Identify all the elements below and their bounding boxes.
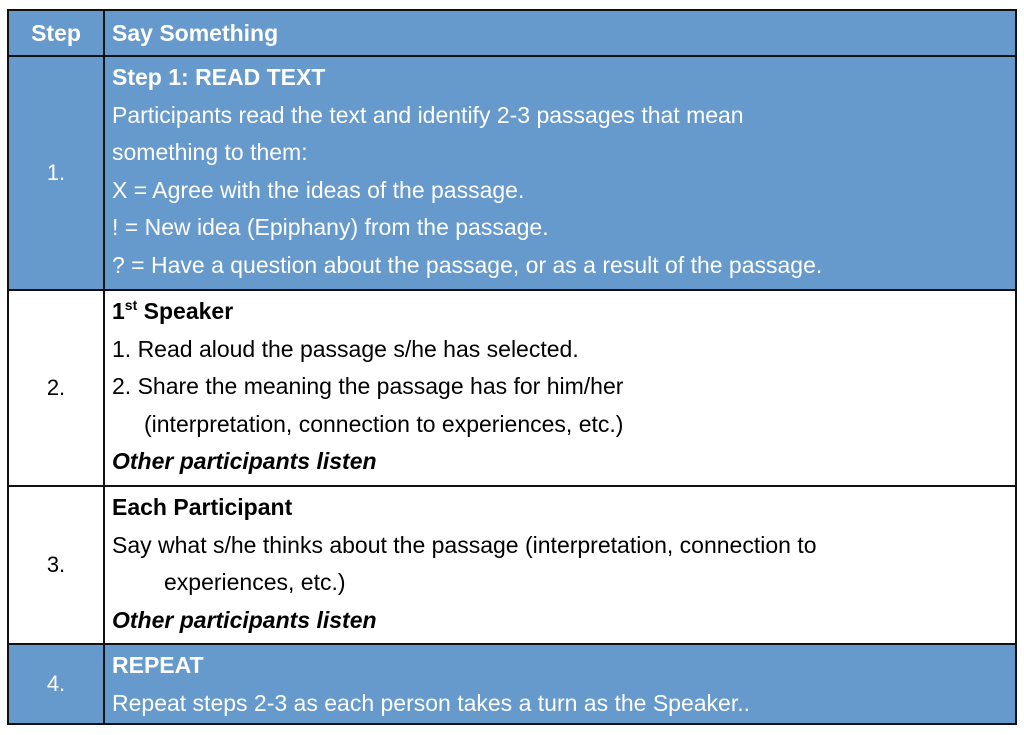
table-row <box>8 486 1016 644</box>
step-title <box>112 293 1015 331</box>
title-superscript: st <box>124 297 138 313</box>
step-description <box>104 290 1016 486</box>
step-line: Repeat steps 2-3 as each person takes a turn as the Speaker.. <box>112 689 751 716</box>
step-line: 2. Share the meaning the passage has for him/her <box>112 373 624 399</box>
step-line: experiences, etc.) <box>164 569 346 595</box>
step-description <box>104 486 1016 644</box>
step-description <box>104 56 1016 290</box>
step-line: ? = Have a question about the passage, or as a result of the passage. <box>112 251 823 278</box>
table-row <box>8 644 1016 724</box>
step-number: 3. <box>8 486 104 644</box>
step-line: (interpretation, connection to experiences, etc.) <box>144 410 624 437</box>
step-line: Participants read the text and identify 2-3 passages that mean <box>112 101 744 128</box>
step-footer: Other participants listen <box>112 448 377 474</box>
step-description <box>104 644 1016 724</box>
step-line: Say what s/he thinks about the passage (interpretation, connection to <box>112 531 817 558</box>
table-row <box>8 290 1016 486</box>
title-rest: Speaker <box>137 298 234 324</box>
step-number: 1. <box>8 56 104 290</box>
step-footer: Other participants listen <box>112 606 377 633</box>
header-say-something: Say Something <box>104 10 1016 56</box>
step-title: REPEAT <box>112 652 204 678</box>
step-line: ! = New idea (Epiphany) from the passage. <box>112 214 549 240</box>
header-row <box>8 10 1016 56</box>
step-title: Each Participant <box>112 494 293 520</box>
step-number: 4. <box>8 644 104 724</box>
step-title: Step 1: READ TEXT <box>112 64 326 90</box>
step-line: something to them: <box>112 139 308 165</box>
title-number: 1 <box>112 298 125 324</box>
step-line: X = Agree with the ideas of the passage. <box>112 176 525 203</box>
table-row <box>8 56 1016 290</box>
step-line: 1. Read aloud the passage s/he has selected. <box>112 335 579 362</box>
step-number: 2. <box>8 290 104 486</box>
header-step: Step <box>8 10 104 56</box>
say-something-table <box>7 9 1017 725</box>
